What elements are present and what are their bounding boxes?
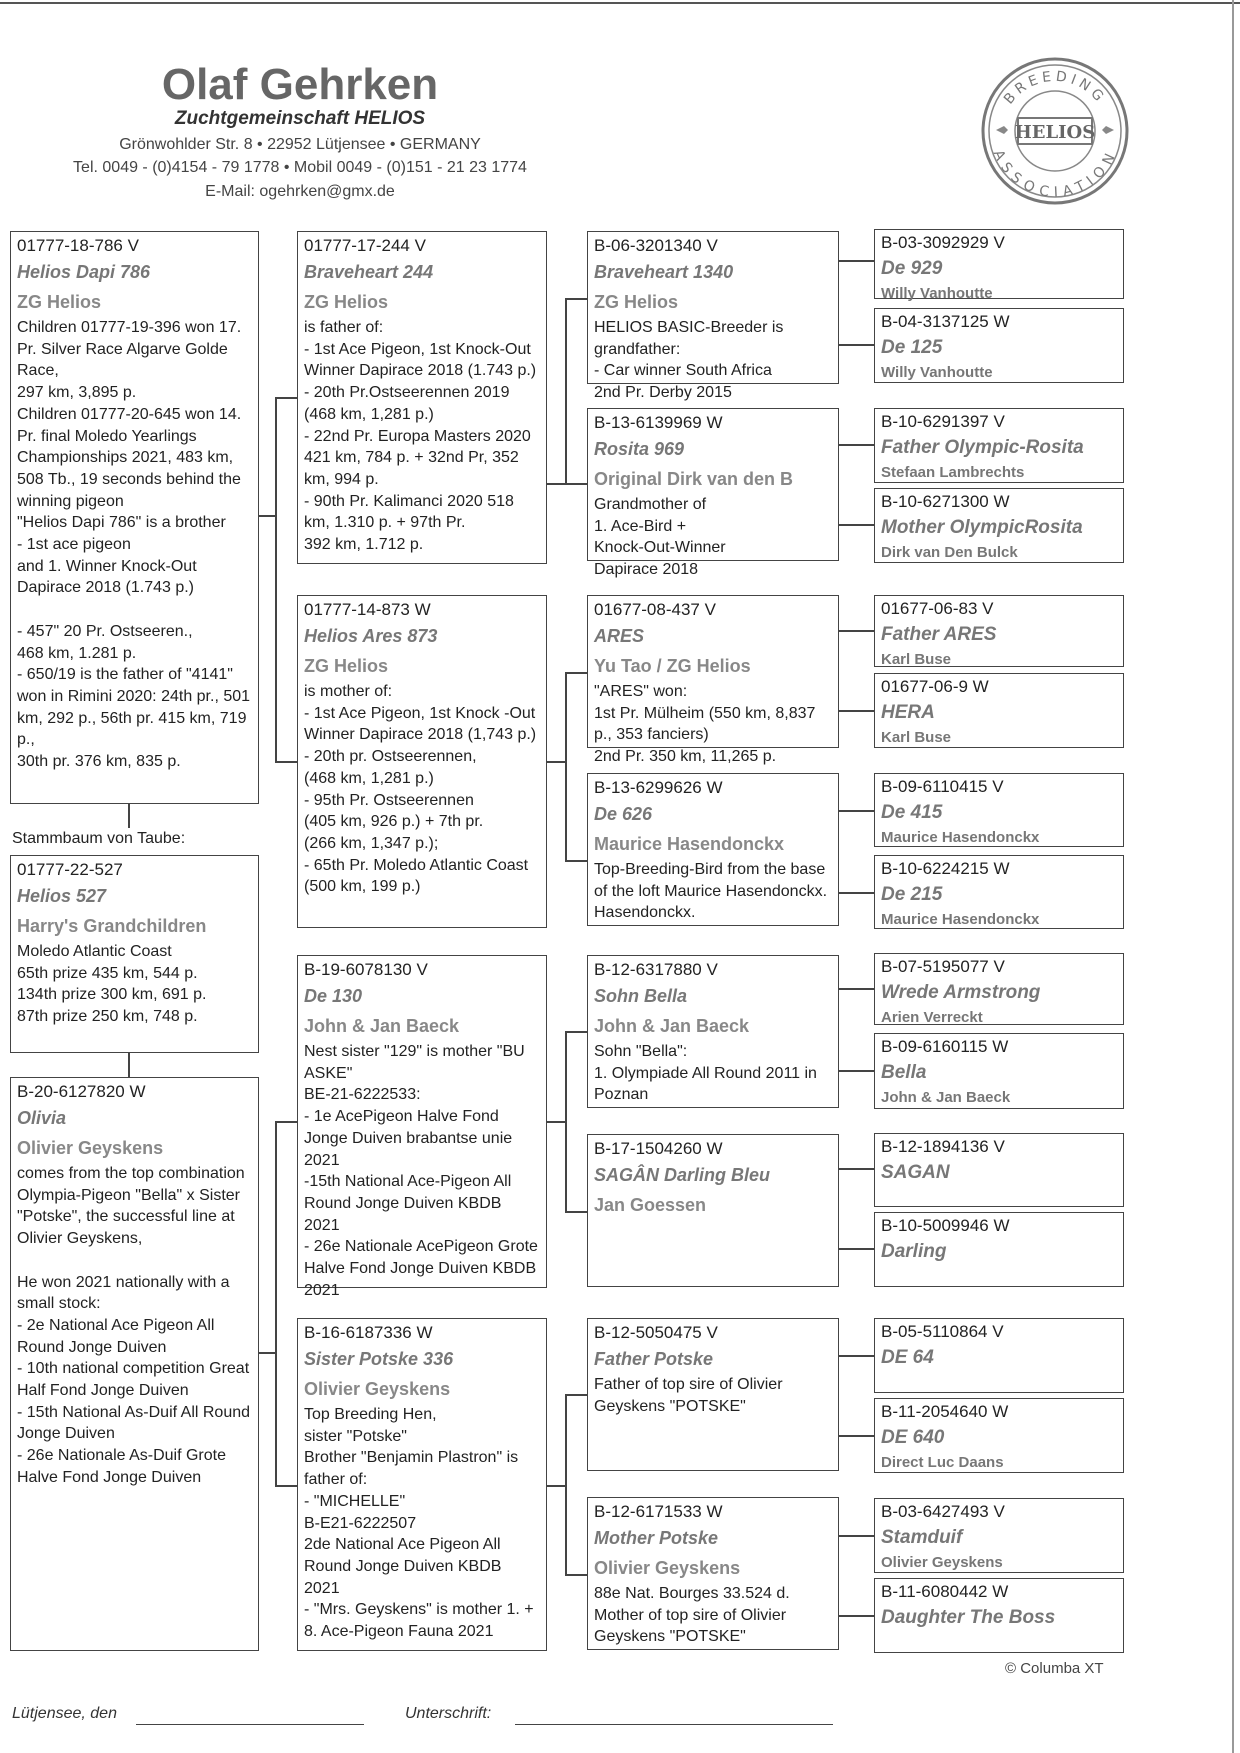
connector [547,483,565,485]
connector [839,1355,874,1357]
pigeon-card-main[interactable] [10,231,259,804]
breeder-label: Maurice Hasendonckx [881,829,1040,846]
grandparent-card-6[interactable] [587,1134,839,1287]
ancestor-card-1[interactable] [874,229,1124,302]
pigeon-info: Nest sister "129" is mother "BU ASKE" BE-21-6222533: - 1e AcePigeon Halve Fond Jonge Duiven brabantse unie 2021 -15th National Ace-Pigeon All Round Jonge Duiven KBDB 2021 - 26e Nationale AcePigeon Grote Halve Fond Jonge Duiven KBDB 2021 [304,1043,538,1299]
connector [275,397,297,399]
connector [565,1574,587,1576]
breeder-label: Dirk van Den Bulck [881,544,1018,561]
ring-number: 01777-22-527 [17,860,123,879]
pigeon-info: Moledo Atlantic Coast 65th prize 435 km, 544 p. 134th prize 300 km, 691 p. 87th prize 250 km, 748 p. [17,943,207,1026]
pigeon-info: Sohn "Bella": 1. Olympiade All Round 2011 in Poznan [594,1043,817,1104]
ring-number: 01677-08-437 V [594,600,716,619]
connector [839,344,874,346]
pigeon-info: is father of: - 1st Ace Pigeon, 1st Knock-Out Winner Dapirace 2018 (1.743 p.) - 20th Pr.Ostseerennen 2019 (468 km, 1,281 p.) - 22nd Pr. Europa Masters 2020 421 km, 784 p. + 32nd Pr, 352 km, 994 p. - 90th Pr. Kalimanci 2020 518 km, 1.310 p. + 97th Pr. 392 km, 1.712 p. [304,319,537,554]
ring-number: B-05-5110864 V [881,1322,1004,1341]
breeder-label: ZG Helios [17,292,102,312]
helios-stamp-logo [980,56,1130,206]
connector [839,1615,874,1617]
stammbaum-label: Stammbaum von Taube: [12,830,186,847]
grandparent-card-8[interactable] [587,1497,839,1650]
breeder-label: Olivier Geyskens [17,1138,164,1158]
pigeon-name: Darling [881,1241,947,1262]
ancestor-card-7[interactable] [874,773,1124,847]
pigeon-name: De 215 [881,884,943,905]
breeder-label: Original Dirk van den B [594,469,794,489]
connector [547,1485,565,1487]
ring-number: B-07-5195077 V [881,957,1005,976]
connector [565,1211,587,1213]
breeder-name: Olaf Gehrken [161,60,439,109]
pigeon-info: Children 01777-19-396 won 17. Pr. Silver Race Algarve Golde Race, 297 km, 3,895 p. Children 01777-20-645 won 14. Pr. final Moledo Yearlings Championships 2021, 483 km, 508 Tb., 19 seconds behind the winning pigeon "Helios Dapi 786" is a brother - 1st ace pigeon and 1. Winner Knock-Out Dapirace 2018 (1.743 p.) - 457" 20 Pr. Ostseeren., 468 km, 1.281 p. - 650/19 is the father of "4141" won in Rimini 2020: 24th pr., 501 km, 292 p., 56th pr. 415 km, 719 p., 30th pr. 376 km, 835 p. [17,319,251,771]
ring-number: B-11-2054640 W [881,1402,1009,1421]
pigeon-name: Sohn Bella [594,986,688,1006]
pigeon-name: Helios Ares 873 [304,626,438,646]
ring-number: B-20-6127820 W [17,1082,146,1101]
ring-number: B-17-1504260 W [594,1139,723,1158]
top-border [0,2,1240,4]
connector [565,672,567,860]
breeder-label: ZG Helios [594,292,679,312]
connector [839,630,874,632]
ring-number: B-03-6427493 V [881,1502,1005,1521]
ancestor-card-6[interactable] [874,673,1124,748]
grandparent-card-2[interactable] [587,408,839,579]
pigeon-card-third[interactable] [10,1077,259,1651]
connector [565,298,587,300]
pigeon-name: Father ARES [881,624,997,645]
connector [565,298,567,483]
ring-number: B-10-6271300 W [881,492,1010,511]
connector [839,1168,874,1170]
breeder-label: ZG Helios [304,292,389,312]
connector [565,1394,567,1574]
signature-label: Unterschrift: [405,1705,492,1722]
ring-number: B-03-3092929 V [881,233,1005,252]
breeder-label: Willy Vanhoutte [881,364,993,381]
breeder-subtitle: Zuchtgemeinschaft HELIOS [174,108,426,129]
ring-number: B-09-6160115 W [881,1037,1009,1056]
grandparent-card-7[interactable] [587,1318,839,1471]
connector [565,1031,567,1211]
connector [547,1121,565,1123]
ring-number: B-11-6080442 W [881,1582,1009,1601]
ring-number: 01777-14-873 W [304,600,431,619]
breeder-label: Karl Buse [881,651,952,668]
ring-number: B-10-5009946 W [881,1216,1010,1235]
ancestor-card-13[interactable] [874,1318,1124,1393]
pigeon-name: Father Potske [594,1349,714,1369]
breeder-label: Jan Goessen [594,1195,707,1215]
grandparent-card-3[interactable] [587,595,839,766]
ring-number: B-12-1894136 V [881,1137,1005,1156]
parent-card-3[interactable] [297,955,547,1299]
pigeon-name: DE 640 [881,1427,945,1448]
pigeon-name: Sister Potske 336 [304,1349,454,1369]
dove-left-icon [996,126,1008,134]
ring-number: B-09-6110415 V [881,777,1004,796]
pigeon-name: De 929 [881,258,943,279]
connector [839,988,874,990]
breeder-label: Karl Buse [881,729,952,746]
connector [565,1031,587,1033]
ring-number: B-12-5050475 V [594,1323,718,1342]
ancestor-card-11[interactable] [874,1133,1124,1207]
connector [259,1352,275,1354]
pigeon-info: Top Breeding Hen, sister "Potske" Brother "Benjamin Plastron" is father of: - "MICHELLE" B-E21-6222507 2de National Ace Pigeon All Round Jonge Duiven KBDB 2021 - "Mrs. Geyskens" is mother 1. + 8. Ace-Pigeon Fauna 2021 [304,1406,534,1641]
ring-number: 01677-06-83 V [881,599,994,618]
breeder-label: ZG Helios [304,656,389,676]
connector [839,810,874,812]
pigeon-name: De 125 [881,337,943,358]
pigeon-info: Top-Breeding-Bird from the base of the loft Maurice Hasendonckx. Hasendonckx. [594,861,828,922]
grandparent-card-5[interactable] [587,955,839,1108]
pigeon-name: ARES [594,626,645,646]
ancestor-card-14[interactable] [874,1398,1124,1473]
breeder-label: Willy Vanhoutte [881,285,993,302]
pigeon-name: Mother OlympicRosita [881,517,1083,538]
pigeon-name: Helios 527 [17,886,107,906]
connector [839,710,874,712]
ring-number: B-10-6224215 W [881,859,1010,878]
connector [839,1535,874,1537]
breeder-label: Harry's Grandchildren [17,916,207,936]
pigeon-name: Father Olympic-Rosita [881,437,1084,458]
pigeon-info: Father of top sire of Olivier Geyskens "POTSKE" [594,1376,783,1415]
ancestor-card-15[interactable] [874,1498,1124,1573]
pigeon-info: HELIOS BASIC-Breeder is grandfather: - Car winner South Africa 2nd Pr. Derby 2015 [594,319,784,402]
breeder-label: John & Jan Baeck [304,1016,460,1036]
dove-right-icon [1102,126,1114,134]
pigeon-name: DE 64 [881,1347,934,1368]
right-border [1232,0,1234,1753]
date-signature-line[interactable] [136,1724,364,1725]
signature-line[interactable] [515,1724,833,1725]
ring-number: B-12-6171533 W [594,1502,723,1521]
grandparent-card-4[interactable] [587,773,839,926]
breeder-label: Olivier Geyskens [881,1554,1003,1571]
ring-number: 01677-06-9 W [881,677,989,696]
ring-number: B-12-6317880 V [594,960,718,979]
connector [839,444,874,446]
pigeon-info: "ARES" won: 1st Pr. Mülheim (550 km, 8,837 p., 353 fanciers) 2nd Pr. 350 km, 11,265 p. [594,683,816,766]
pigeon-info: Grandmother of 1. Ace-Bird + Knock-Out-Winner Dapirace 2018 [594,496,726,579]
breeder-label: Olivier Geyskens [594,1558,741,1578]
breeder-phone: Tel. 0049 - (0)4154 - 79 1778 • Mobil 0049 - (0)151 - 21 23 1774 [73,159,527,176]
pigeon-info: is mother of: - 1st Ace Pigeon, 1st Knock -Out Winner Dapirace 2018 (1,743 p.) - 20th pr. Ostseerennen, (468 km, 1,281 p.) - 95th Pr. Ostseerennen (405 km, 926 p.) + 7th pr. (266 km, 1,347 p.); - 65th Pr. Moledo Atlantic Coast (500 km, 199 p.) [304,683,537,896]
stamp-bottom-text: ASSOCIATION [989,147,1121,201]
breeder-label: Stefaan Lambrechts [881,464,1025,481]
ancestor-card-5[interactable] [874,595,1124,667]
connector [839,524,874,526]
connector [565,1394,587,1396]
connector [839,892,874,894]
parent-card-1[interactable] [297,231,547,564]
pigeon-name: Braveheart 1340 [594,262,734,282]
ancestor-card-2[interactable] [874,308,1124,383]
connector [565,672,587,674]
pigeon-name: Daughter The Boss [881,1607,1056,1628]
connector [128,804,130,828]
pigeon-name: De 415 [881,802,943,823]
ring-number: B-13-6139969 W [594,413,723,432]
pigeon-name: SAGÂN Darling Bleu [594,1165,771,1185]
breeder-label: Arien Verreckt [881,1009,983,1026]
ancestor-card-9[interactable] [874,953,1124,1025]
pigeon-name: Wrede Armstrong [881,982,1041,1003]
pigeon-name: Stamduif [881,1527,963,1548]
parent-card-4[interactable] [297,1318,547,1651]
pigeon-name: Bella [881,1062,927,1083]
connector [259,515,275,517]
pigeon-name: Rosita 969 [594,439,685,459]
connector [565,483,587,485]
pigeon-name: Olivia [17,1108,67,1128]
breeder-label: John & Jan Baeck [881,1089,1011,1106]
pigeon-name: De 626 [594,804,653,824]
ring-number: B-06-3201340 V [594,236,718,255]
ancestor-card-8[interactable] [874,855,1124,929]
pigeon-name: Mother Potske [594,1528,719,1548]
connector [839,1435,874,1437]
copyright: © Columba XT [1005,1660,1104,1677]
breeder-label: John & Jan Baeck [594,1016,750,1036]
ring-number: B-10-6291397 V [881,412,1005,431]
ancestor-card-4[interactable] [874,488,1124,563]
parent-card-2[interactable] [297,595,547,928]
ancestor-card-16[interactable] [874,1578,1124,1653]
connector [275,1121,297,1123]
place-date-label: Lütjensee, den [12,1705,117,1722]
ring-number: B-13-6299626 W [594,778,723,797]
stamp-center-text: HELIOS [1014,122,1096,143]
connector [128,1053,130,1077]
connector [275,1121,277,1485]
breeder-label: Maurice Hasendonckx [594,834,785,854]
ring-number: 01777-17-244 V [304,236,426,255]
ancestor-card-3[interactable] [874,408,1124,483]
connector [547,761,565,763]
ring-number: B-04-3137125 W [881,312,1010,331]
breeder-label: Olivier Geyskens [304,1379,451,1399]
connector [839,260,874,262]
pigeon-name: HERA [881,702,935,723]
ancestor-card-10[interactable] [874,1033,1124,1109]
pigeon-name: SAGAN [881,1162,950,1183]
pigeon-name: Helios Dapi 786 [17,262,151,282]
breeder-email: E-Mail: ogehrken@gmx.de [205,183,395,200]
pigeon-info: comes from the top combination Olympia-Pigeon "Bella" x Sister "Potske", the successful line at Olivier Geyskens, He won 2021 nationally with a small stock: - 2e National Ace Pigeon All Round Jonge Duiven - 10th national competition Great Half Fond Jonge Duiven - 15th National As-Duif All Round Jonge Duiven - 26e Nationale As-Duif Grote Halve Fond Jonge Duiven [17,1165,251,1486]
pigeon-info: 88e Nat. Bourges 33.524 d. Mother of top sire of Olivier Geyskens "POTSKE" [594,1585,790,1646]
connector [839,1070,874,1072]
ring-number: B-19-6078130 V [304,960,428,979]
pigeon-name: De 130 [304,986,363,1006]
connector [275,397,277,761]
ancestor-card-12[interactable] [874,1212,1124,1287]
breeder-label: Maurice Hasendonckx [881,911,1040,928]
ring-number: 01777-18-786 V [17,236,139,255]
connector [275,1485,297,1487]
grandparent-card-1[interactable] [587,231,839,402]
breeder-address: Grönwohlder Str. 8 • 22952 Lütjensee • GERMANY [119,136,481,153]
breeder-label: Direct Luc Daans [881,1454,1004,1471]
pigeon-card-second[interactable] [10,855,259,1053]
connector [565,860,587,862]
pigeon-name: Braveheart 244 [304,262,434,282]
ring-number: B-16-6187336 W [304,1323,433,1342]
breeder-label: Yu Tao / ZG Helios [594,656,751,676]
connector [275,761,297,763]
stamp-top-text: BREEDING [1001,68,1109,108]
connector [839,1248,874,1250]
